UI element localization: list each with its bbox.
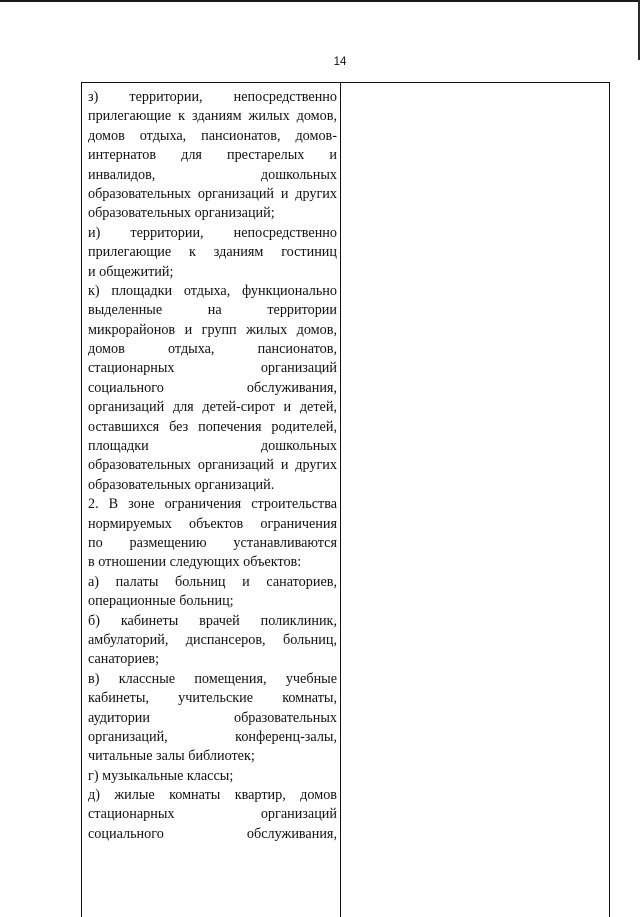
text-line: социального обслуживания, — [88, 379, 337, 396]
text-line: интернатов для престарелых и — [88, 147, 337, 164]
scan-edge-top — [0, 0, 640, 2]
text-line: образовательных организаций и других — [88, 457, 337, 474]
text-line: з) территории, непосредственно — [88, 89, 337, 105]
table-left-column — [82, 83, 341, 917]
text-line: образовательных организаций и других — [88, 185, 337, 202]
text-line: д) жилые комнаты квартир, домов — [88, 787, 337, 804]
text-line: санаториев; — [88, 651, 160, 668]
text-line: прилегающие к зданиям гостиниц — [88, 244, 337, 261]
text-line: прилегающие к зданиям жилых домов, — [88, 108, 337, 125]
text-line: по размещению устанавливаются — [88, 534, 337, 551]
text-line: в отношении следующих объектов: — [88, 554, 302, 571]
text-line: социального обслуживания, — [88, 825, 337, 842]
text-line: к) площадки отдыха, функционально — [88, 282, 337, 299]
page-number: 14 — [333, 56, 347, 68]
text-line: инвалидов, дошкольных — [88, 166, 337, 183]
text-line: стационарных организаций — [88, 360, 337, 377]
text-line: площадки дошкольных — [88, 438, 337, 455]
text-line: и) территории, непосредственно — [88, 224, 337, 241]
document-table — [81, 82, 610, 917]
text-line: нормируемых объектов ограничения — [88, 515, 337, 532]
text-line: образовательных организаций; — [88, 205, 275, 222]
text-line: операционные больниц; — [88, 593, 234, 610]
text-line: и общежитий; — [88, 263, 174, 280]
text-line: организаций для детей-сирот и детей, — [88, 399, 337, 416]
text-line: читальные залы библиотек; — [88, 748, 255, 765]
text-line: выделенные на территории — [88, 302, 337, 319]
text-line: аудитории образовательных — [88, 709, 337, 726]
text-line: 2. В зоне ограничения строительства — [88, 496, 337, 513]
table-right-column — [341, 83, 609, 917]
text-line: домов отдыха, пансионатов, домов- — [88, 127, 337, 144]
text-line: образовательных организаций. — [88, 476, 275, 493]
text-line: в) классные помещения, учебные — [88, 670, 337, 687]
text-line: стационарных организаций — [88, 806, 337, 823]
text-line: г) музыкальные классы; — [88, 767, 234, 784]
text-line: домов отдыха, пансионатов, — [88, 341, 337, 358]
text-line: амбулаторий, диспансеров, больниц, — [88, 631, 337, 648]
text-line: микрорайонов и групп жилых домов, — [88, 321, 337, 338]
text-line: оставшихся без попечения родителей, — [88, 418, 337, 435]
text-line: б) кабинеты врачей поликлиник, — [88, 612, 337, 629]
text-line: кабинеты, учительские комнаты, — [88, 690, 337, 707]
text-line: организаций, конференц-залы, — [88, 728, 337, 745]
text-line: а) палаты больниц и санаториев, — [88, 573, 337, 590]
